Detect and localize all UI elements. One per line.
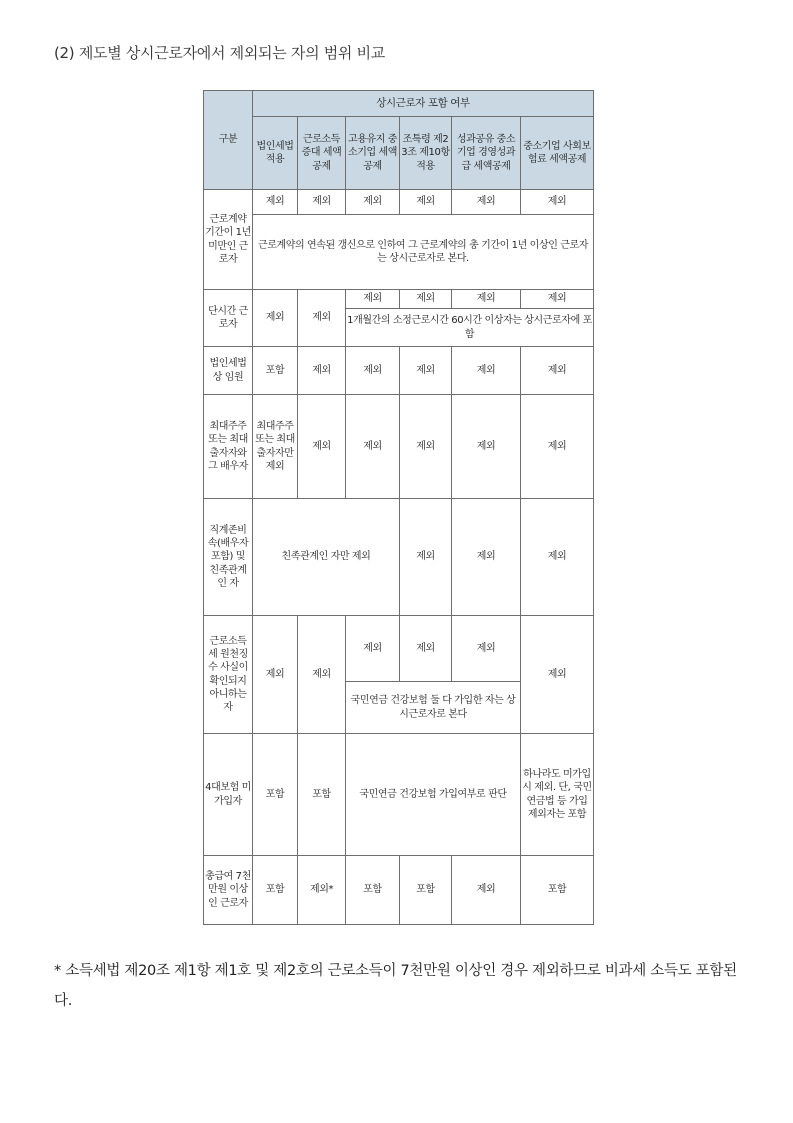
- column-header: 중소기업 사회보험료 세액공제: [521, 117, 594, 190]
- row-label: 근로계약기간이 1년 미만인 근로자: [204, 190, 253, 290]
- footnote: * 소득세법 제20조 제1항 제1호 및 제2호의 근로소득이 7천만원 이상인 경우 제외하므로 비과세 소득도 포함된다.: [54, 963, 737, 1009]
- row-label: 법인세법상 임원: [204, 347, 253, 395]
- table-cell: 제외: [521, 499, 594, 616]
- table-row: [204, 347, 594, 395]
- table-cell: 제외: [400, 616, 452, 682]
- row-label: 최대주주 또는 최대출자자와 그 배우자: [204, 395, 253, 499]
- table-row: [204, 856, 594, 925]
- table-cell: 제외: [452, 290, 521, 309]
- table-cell: 제외: [298, 190, 346, 215]
- group-header: 상시근로자 포함 여부: [253, 91, 594, 117]
- table-cell: 제외: [298, 347, 346, 395]
- table-cell: 제외: [400, 290, 452, 309]
- row-label: 단시간 근로자: [204, 290, 253, 347]
- table-cell: 제외: [298, 290, 346, 347]
- row-label: 직계존비속(배우자 포함) 및 친족관계인 자: [204, 499, 253, 616]
- table-cell: 제외: [253, 290, 298, 347]
- table-merged-cell: 친족관계인 자만 제외: [253, 499, 400, 616]
- table-cell: 제외: [452, 190, 521, 215]
- table-header-row: [204, 91, 594, 117]
- row-label: 4대보험 미가입자: [204, 734, 253, 856]
- table-merged-cell: 국민연금 건강보험 가입여부로 판단: [346, 734, 521, 856]
- table-cell: 제외: [452, 347, 521, 395]
- table-cell: 제외: [346, 290, 400, 309]
- table-cell: 제외: [400, 347, 452, 395]
- table-cell: 포함: [400, 856, 452, 925]
- row-label: 총급여 7천만원 이상인 근로자: [204, 856, 253, 925]
- table-cell: 제외: [452, 856, 521, 925]
- column-header: 근로소득 증대 세액공제: [298, 117, 346, 190]
- table-cell: 제외: [452, 395, 521, 499]
- table-cell: 제외: [452, 616, 521, 682]
- table-cell: 제외: [400, 190, 452, 215]
- table-row: [204, 190, 594, 215]
- table-cell: 제외: [400, 499, 452, 616]
- corner-header: 구분: [204, 91, 253, 190]
- table-cell: 포함: [253, 347, 298, 395]
- table-row: [204, 290, 594, 309]
- table-cell: 제외: [521, 190, 594, 215]
- table-note-cell: 1개월간의 소정근로시간 60시간 이상자는 상시근로자에 포함: [346, 309, 594, 347]
- table-row: [204, 499, 594, 616]
- table-cell: 제외*: [298, 856, 346, 925]
- table-cell: 제외: [346, 395, 400, 499]
- row-label: 근로소득세 원천징수 사실이 확인되지 아니하는 자: [204, 616, 253, 734]
- table-cell: 포함: [346, 856, 400, 925]
- table-note-cell: 근로계약의 연속된 갱신으로 인하여 그 근로계약의 총 기간이 1년 이상인 근로자는 상시근로자로 본다.: [253, 215, 594, 290]
- table-cell: 제외: [346, 190, 400, 215]
- column-header: 법인세법 적용: [253, 117, 298, 190]
- section-heading: (2) 제도별 상시근로자에서 제외되는 자의 범위 비교: [54, 44, 385, 62]
- table-cell: 포함: [253, 856, 298, 925]
- table-cell: 제외: [346, 616, 400, 682]
- table-note-cell: 국민연금 건강보험 둘 다 가입한 자는 상시근로자로 본다: [346, 682, 521, 734]
- table-cell: 제외: [253, 616, 298, 734]
- table-row: [204, 395, 594, 499]
- column-header: 고용유지 중소기업 세액공제: [346, 117, 400, 190]
- table-row: [204, 616, 594, 682]
- table-row: [204, 734, 594, 856]
- table-cell: 포함: [253, 734, 298, 856]
- table-cell: 최대주주 또는 최대출자자만 제외: [253, 395, 298, 499]
- table-cell: 제외: [346, 347, 400, 395]
- table-cell: 하나라도 미가입시 제외. 단, 국민연금법 등 가입제외자는 포함: [521, 734, 594, 856]
- table-cell: 제외: [298, 395, 346, 499]
- comparison-table: [203, 90, 594, 925]
- table-cell: 제외: [400, 395, 452, 499]
- table-cell: 제외: [521, 395, 594, 499]
- table-cell: 제외: [298, 616, 346, 734]
- table-column-row: [204, 117, 594, 190]
- table-cell: 포함: [298, 734, 346, 856]
- table-cell: 포함: [521, 856, 594, 925]
- table-row: [204, 215, 594, 290]
- column-header: 성과공유 중소기업 경영성과급 세액공제: [452, 117, 521, 190]
- table-cell: 제외: [521, 616, 594, 734]
- table-cell: 제외: [452, 499, 521, 616]
- table-cell: 제외: [521, 290, 594, 309]
- column-header: 조특령 제23조 제10항 적용: [400, 117, 452, 190]
- table-cell: 제외: [253, 190, 298, 215]
- table-cell: 제외: [521, 347, 594, 395]
